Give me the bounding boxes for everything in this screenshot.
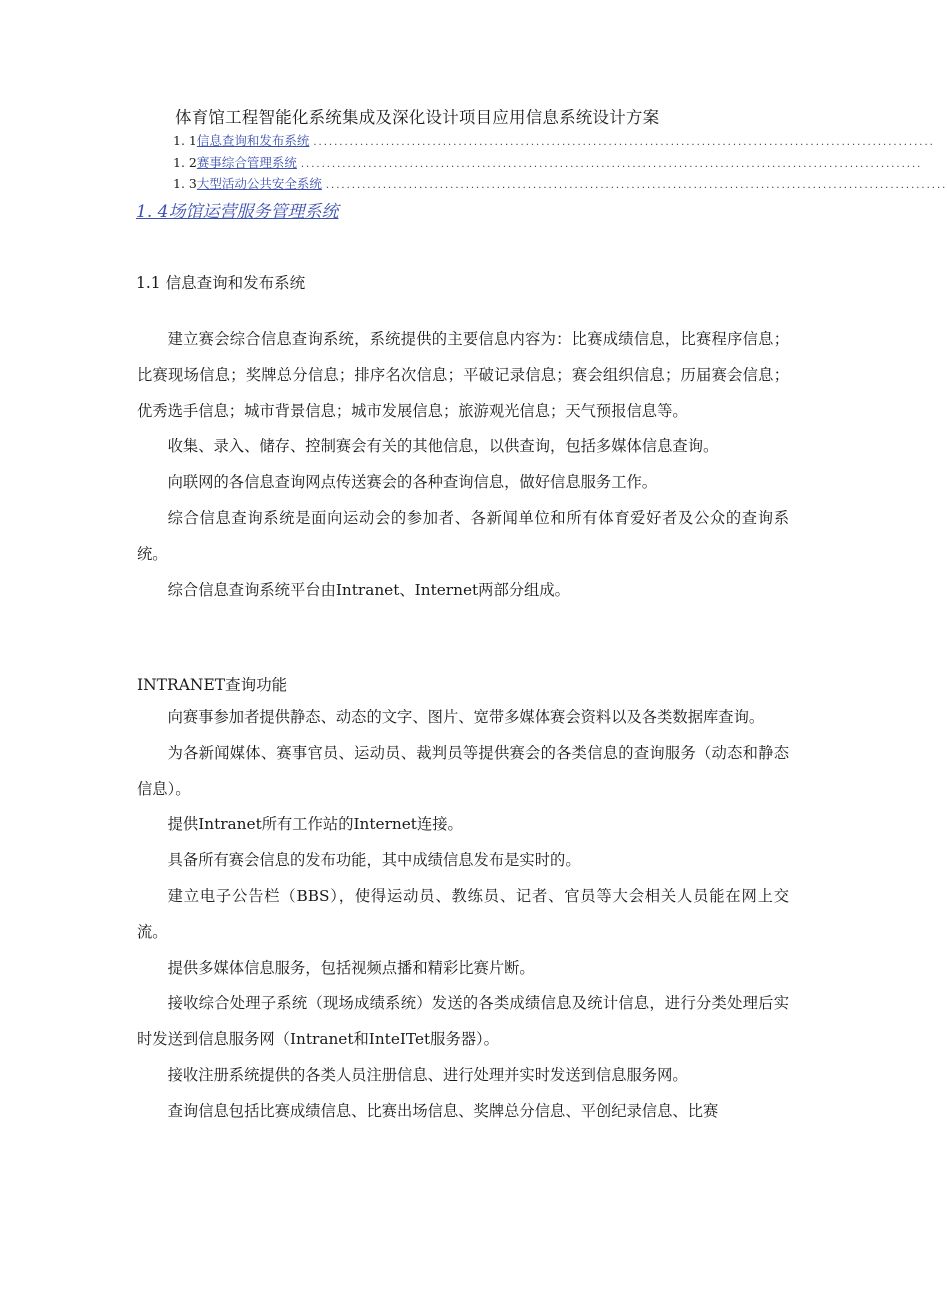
paragraph: 综合信息查询系统平台由Intranet、Internet两部分组成。 [167, 580, 570, 599]
document-title: 体育馆工程智能化系统集成及深化设计项目应用信息系统设计方案 [175, 108, 660, 127]
toc-link-event-management[interactable]: 赛事综合管理系统 [196, 154, 297, 170]
paragraph: 向赛事参加者提供静态、动态的文字、图片、宽带多媒体赛会资料以及各类数据库查询。 [167, 708, 765, 726]
toc-entry-number: 1. 1 [173, 133, 197, 148]
paragraph: 查询信息包括比赛成绩信息、比赛出场信息、奖牌总分信息、平创纪录信息、比赛 [167, 1101, 719, 1120]
toc-entry-1[interactable] [173, 131, 935, 153]
paragraph: 收集、录入、储存、控制赛会有关的其他信息，以供查询，包括多媒体信息查询。 [167, 437, 719, 456]
paragraph: 建立赛会综合信息查询系统，系统提供的主要信息内容为：比赛成绩信息，比赛程序信息；比赛现场信息；奖牌总分信息；排序名次信息；平破记录信息；赛会组织信息；历届赛会信息；优秀选手信息；城市背景信息；城市发展信息；旅游观光信息；天气预报信息等。 [137, 330, 789, 420]
paragraph: 提供Intranet所有工作站的Internet连接。 [167, 815, 463, 834]
toc-link-venue-operations[interactable]: 1. 4场馆运营服务管理系统 [136, 202, 339, 222]
toc-entry-number: 1. 2 [173, 154, 197, 170]
toc-leader-dots: ........................................................................................................................ [300, 158, 923, 170]
paragraph: 接收注册系统提供的各类人员注册信息、进行处理并实时发送到信息服务网。 [167, 1065, 688, 1084]
paragraph: 接收综合处理子系统（现场成绩系统）发送的各类成绩信息及统计信息，进行分类处理后实时发送到信息服务网（Intranet和InteITet服务器）。 [137, 994, 789, 1049]
paragraph: 提供多媒体信息服务，包括视频点播和精彩比赛片断。 [167, 958, 535, 977]
table-of-contents [173, 131, 947, 196]
intranet-heading: INTRANET查询功能 [137, 676, 288, 694]
paragraph: 向联网的各信息查询网点传送赛会的各种查询信息，做好信息服务工作。 [167, 473, 658, 492]
toc-leader-dots: ........................................................................................................................ [325, 180, 947, 191]
intranet-body [137, 700, 789, 1130]
toc-link-public-safety[interactable]: 大型活动公共安全系统 [196, 176, 322, 191]
toc-entry-number: 1. 3 [173, 176, 197, 191]
section-body [137, 322, 789, 608]
toc-leader-dots: ........................................................................................................................ [313, 137, 935, 148]
toc-entry-3[interactable] [173, 174, 947, 196]
paragraph: 综合信息查询系统是面向运动会的参加者、各新闻单位和所有体育爱好者及公众的查询系统。 [137, 508, 789, 563]
paragraph: 具备所有赛会信息的发布功能，其中成绩信息发布是实时的。 [167, 851, 581, 870]
paragraph: 为各新闻媒体、赛事官员、运动员、裁判员等提供赛会的各类信息的查询服务（动态和静态信息）。 [137, 743, 789, 798]
toc-link-info-query[interactable]: 信息查询和发布系统 [196, 133, 310, 148]
toc-entry-2[interactable] [173, 153, 923, 175]
paragraph: 建立电子公告栏（BBS），使得运动员、教练员、记者、官员等大会相关人员能在网上交流。 [137, 886, 789, 941]
section-heading: 1.1 信息查询和发布系统 [136, 274, 306, 292]
